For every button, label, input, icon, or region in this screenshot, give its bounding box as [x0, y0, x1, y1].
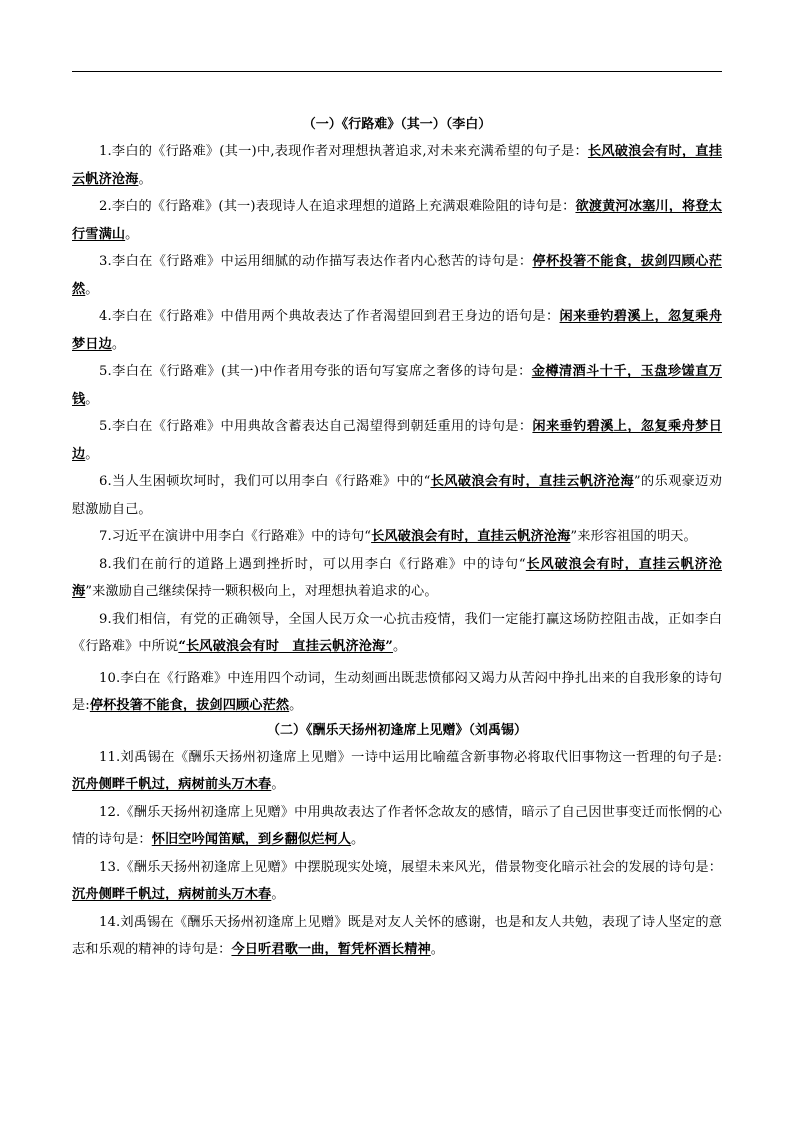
- answer-text: 长风破浪会有时，直挂云帆济沧海: [72, 556, 722, 599]
- question-text: ”的乐观豪迈劝慰激励自己。: [72, 474, 723, 517]
- question-text: 14.刘禹锡在《酬乐天扬州初逢席上见赠》既是对友人关怀的感谢，也是和友人共勉，表现了诗人坚定的意志和乐观的精神的诗句是：: [72, 914, 722, 957]
- question-7: [72, 523, 722, 551]
- question-14: [72, 909, 722, 964]
- answer-text: 沉舟侧畔千帆过，病树前头万木春: [72, 887, 272, 902]
- question-text: 。: [271, 887, 285, 902]
- answer-text: 长风破浪会有时，直挂云帆济沧海: [371, 529, 571, 544]
- question-text: 。: [271, 777, 285, 792]
- question-text: 。: [351, 832, 365, 847]
- header-rule: [72, 71, 722, 72]
- answer-text: 闲来垂钓碧溪上，忽复乘舟梦日边: [72, 309, 722, 352]
- question-text: 13.《酬乐天扬州初逢席上见赠》中摆脱现实处境，展望未来风光，借景物变化暗示社会的发展的诗句是：: [99, 859, 722, 875]
- question-5b: [72, 413, 722, 468]
- question-2: [72, 193, 722, 248]
- answer-text: 怀旧空吟闻笛赋，到乡翻似烂柯人: [151, 832, 352, 847]
- question-text: ”来形容祖国的明天。: [570, 529, 697, 544]
- question-8: [72, 551, 722, 606]
- question-text: 。: [125, 226, 139, 242]
- answer-text: “长风破浪会有时 直挂云帆济沧海”: [178, 639, 393, 654]
- question-1: [72, 138, 722, 193]
- answer-text: 长风破浪会有时，直挂云帆济沧海: [430, 474, 634, 489]
- question-9: [72, 606, 722, 661]
- question-13: [72, 854, 722, 909]
- question-text: 4.李白在《行路难》中借用两个典故表达了作者渴望回到君王身边的语句是：: [99, 309, 560, 324]
- answer-text: 金樽清酒斗十千，玉盘珍馐直万钱: [72, 364, 722, 407]
- question-text: 10.李白在《行路难》中连用四个动词，生动刻画出既悲愤郁闷又竭力从苦闷中挣扎出来的自我形象的诗句是:: [72, 670, 722, 713]
- question-3: [72, 248, 722, 303]
- answer-text: 今日听君歌一曲，暂凭杯酒长精神: [231, 942, 431, 957]
- question-6: [72, 468, 722, 523]
- question-text: 1.李白的《行路难》(其一)中,表现作者对理想执著追求,对未来充满希望的句子是：: [99, 144, 588, 159]
- question-text: 。: [138, 171, 152, 187]
- question-text: 。: [393, 639, 407, 654]
- question-text: 12.《酬乐天扬州初逢席上见赠》中用典故表达了作者怀念故友的感情，暗示了自己因世事变迁而怅惘的心情的诗句是：: [72, 804, 722, 847]
- question-text: 7.习近平在演讲中用李白《行路难》中的诗句“: [99, 529, 372, 544]
- question-text: 8.我们在前行的道路上遇到挫折时，可以用李白《行路难》中的诗句“: [99, 556, 526, 572]
- document-page: [72, 114, 722, 964]
- question-10: [72, 665, 722, 720]
- answer-text: 长风破浪会有时，直挂云帆济沧海: [72, 144, 722, 187]
- question-text: 5.李白在《行路难》中用典故含蓄表达自己渴望得到朝廷重用的诗句是：: [99, 419, 533, 434]
- section-heading: （一）《行路难》（其一）（李白）: [302, 117, 492, 132]
- question-text: 5.李白在《行路难》(其一)中作者用夸张的语句写宴席之奢侈的诗句是：: [99, 364, 532, 379]
- question-text: ”来激励自己继续保持一颗积极向上，对理想执着追求的心。: [85, 584, 438, 599]
- question-4: [72, 303, 722, 358]
- section-heading: （二）《酬乐天扬州初逢席上见赠》（刘禹锡）: [266, 722, 527, 738]
- question-text: 2.李白的《行路难》(其一)表现诗人在追求理想的道路上充满艰难险阻的诗句是：: [99, 199, 576, 214]
- answer-text: 停杯投箸不能食，拔剑四顾心茫然: [72, 254, 722, 297]
- answer-text: 闲来垂钓碧溪上，忽复乘舟梦日边: [72, 419, 722, 462]
- question-text: 。: [111, 336, 126, 352]
- answer-text: 停杯投箸不能食，拔剑四顾心茫然: [89, 698, 290, 713]
- question-text: 。: [85, 281, 99, 297]
- question-text: 。: [289, 698, 303, 713]
- answer-text: 欲渡黄河冰塞川，将登太行雪满山: [72, 199, 722, 242]
- question-text: 。: [85, 391, 99, 407]
- question-text: 6.当人生困顿坎坷时，我们可以用李白《行路难》中的“: [99, 474, 431, 489]
- question-5a: [72, 358, 722, 413]
- question-11: [72, 744, 722, 799]
- question-text: 3.李白在《行路难》中运用细腻的动作描写表达作者内心愁苦的诗句是：: [99, 254, 533, 269]
- question-text: 11.刘禹锡在《酬乐天扬州初逢席上见赠》一诗中运用比喻蕴含新事物必将取代旧事物这一哲理的句子是:: [99, 749, 722, 765]
- answer-text: 沉舟侧畔千帆过，病树前头万木春: [72, 777, 272, 792]
- question-12: [72, 799, 722, 854]
- question-text: 9.我们相信，有党的正确领导，全国人民万众一心抗击疫情，我们一定能打赢这场防控阻击战，正如李白《行路难》中所说: [72, 611, 722, 654]
- question-text: 。: [430, 942, 445, 957]
- question-text: 。: [85, 446, 99, 462]
